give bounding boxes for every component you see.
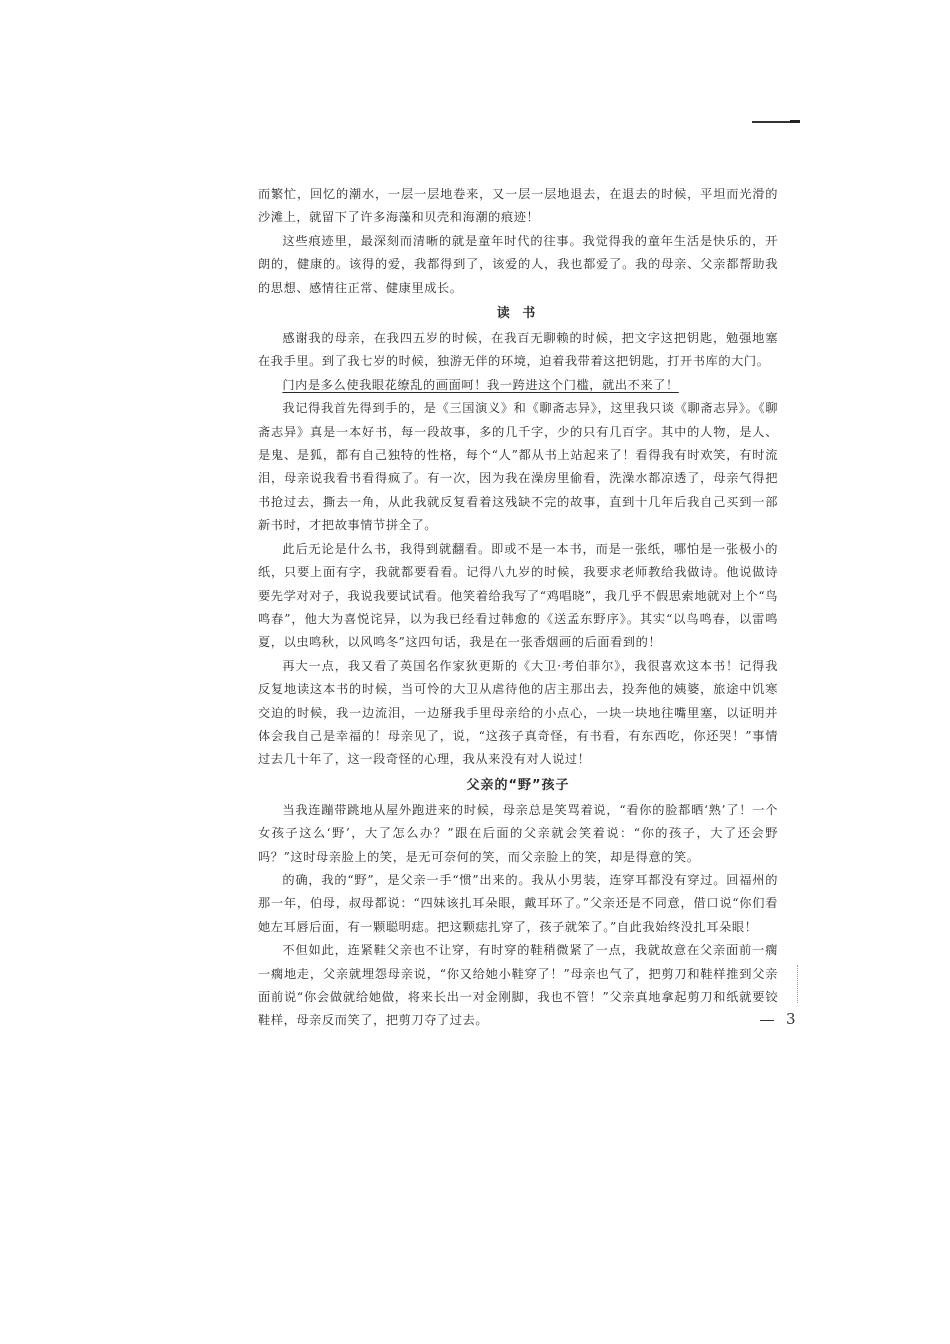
header-rule-accent <box>790 120 800 123</box>
paragraph: 的确，我的“野”，是父亲一手“惯”出来的。我从小男装，连穿耳都没有穿过。回福州的那一年，伯母，叔母都说：“四妹该扎耳朵眼，戴耳环了。”父亲还是不同意，借口说“你们看她左耳唇后面，有一颗聪明痣。把这颗痣扎穿了，孩子就笨了。”自此我始终没扎耳朵眼！ <box>258 872 778 934</box>
paragraph-continued: 而繁忙，回忆的潮水，一层一层地卷来，又一层一层地退去，在退去的时候，平坦而光滑的沙滩上，就留下了许多海藻和贝壳和海潮的痕迹！ <box>258 187 778 225</box>
paragraph: 当我连蹦带跳地从屋外跑进来的时候，母亲总是笑骂着说，“看你的脸都晒‘熟’了！一个女孩子这么‘野’，大了怎么办？”跟在后面的父亲就会笑着说：“你的孩子，大了还会野吗？”这时母亲脸上的笑，是无可奈何的笑，而父亲脸上的笑，却是得意的笑。 <box>258 802 778 864</box>
section-title-wild-child: 父亲的“野”孩子 <box>466 777 570 793</box>
paragraph: 感谢我的母亲，在我四五岁的时候，在我百无聊赖的时候，把文字这把钥匙，勉强地塞在我手里。到了我七岁的时候，独游无伴的环境，迫着我带着这把钥匙，打开书库的大门。 <box>258 331 778 369</box>
underlined-sentence: 门内是多么使我眼花缭乱的画面呵！我一跨进这个门槛，就出不来了！ <box>282 377 679 392</box>
section-title-reading: 读 书 <box>496 306 540 322</box>
paragraph-underlined <box>258 374 778 397</box>
page-number <box>760 1010 820 1028</box>
paragraph: 此后无论是什么书，我得到就翻看。即或不是一本书，而是一张纸，哪怕是一张极小的纸，只要上面有字，我就都要看看。记得八九岁的时候，我要求老师教给我做诗。他说做诗要先学对对子，我说我要试试看。他笑着给我写了“鸡唱晓”，我几乎不假思索地就对上个“鸟鸣春”，他大为喜悦诧异，以为我已经看过韩愈的《送孟东野序》。其实“以鸟鸣春，以雷鸣夏，以虫鸣秋，以风鸣冬”这四句话，我是在一张香烟画的后面看到的！ <box>258 541 778 650</box>
paragraph: 再大一点，我又看了英国名作家狄更斯的《大卫·考伯菲尔》，我很喜欢这本书！记得我反复地读这本书的时候，当可怜的大卫从虐待他的店主那出去，投奔他的姨婆，旅途中饥寒交迫的时候，我一边流泪，一边掰我手里母亲给的小点心，一块一块地往嘴里塞，以证明并体会我自己是幸福的！母亲见了，说，“这孩子真奇怪，有书看，有东西吃，你还哭！”事情过去几十年了，这一段奇怪的心理，我从来没有对人说过！ <box>258 658 778 767</box>
paragraph: 这些痕迹里，最深刻而清晰的就是童年时代的往事。我觉得我的童年生活是快乐的，开朗的，健康的。该得的爱，我都得到了，该爱的人，我也都爱了。我的母亲、父亲都帮助我的思想、感情往正常、健康里成长。 <box>258 233 778 295</box>
margin-dotted-line <box>797 965 799 1003</box>
paragraph: 不但如此，连紧鞋父亲也不让穿，有时穿的鞋稍微紧了一点，我就故意在父亲面前一瘸一瘸地走，父亲就埋怨母亲说，“你又给她小鞋穿了！”母亲也气了，把剪刀和鞋样推到父亲面前说“你会做就给她做，将来长出一对金刚脚，我也不管！”父亲真地拿起剪刀和纸就要铰鞋样，母亲反而笑了，把剪刀夺了过去。 <box>258 943 778 1028</box>
folio-dash <box>760 1020 774 1021</box>
paragraph: 我记得我首先得到手的，是《三国演义》和《聊斋志异》，这里我只谈《聊斋志异》。《聊斋志异》真是一本好书，每一段故事，多的几千字，少的只有几百字。其中的人物，是人、是鬼、是狐，都有自己独特的性格，每个“人”都从书上站起来了！看得我有时欢笑，有时流泪，母亲说我看书看得疯了。有一次，因为我在澡房里偷看，洗澡水都凉透了，母亲气得把书抢过去，撕去一角，从此我就反复看着这残缺不完的故事，直到十几年后我自己买到一部新书时，才把故事情节拼全了。 <box>258 401 778 533</box>
page-body <box>258 183 778 1033</box>
page-number-text: 3 <box>786 1010 796 1028</box>
